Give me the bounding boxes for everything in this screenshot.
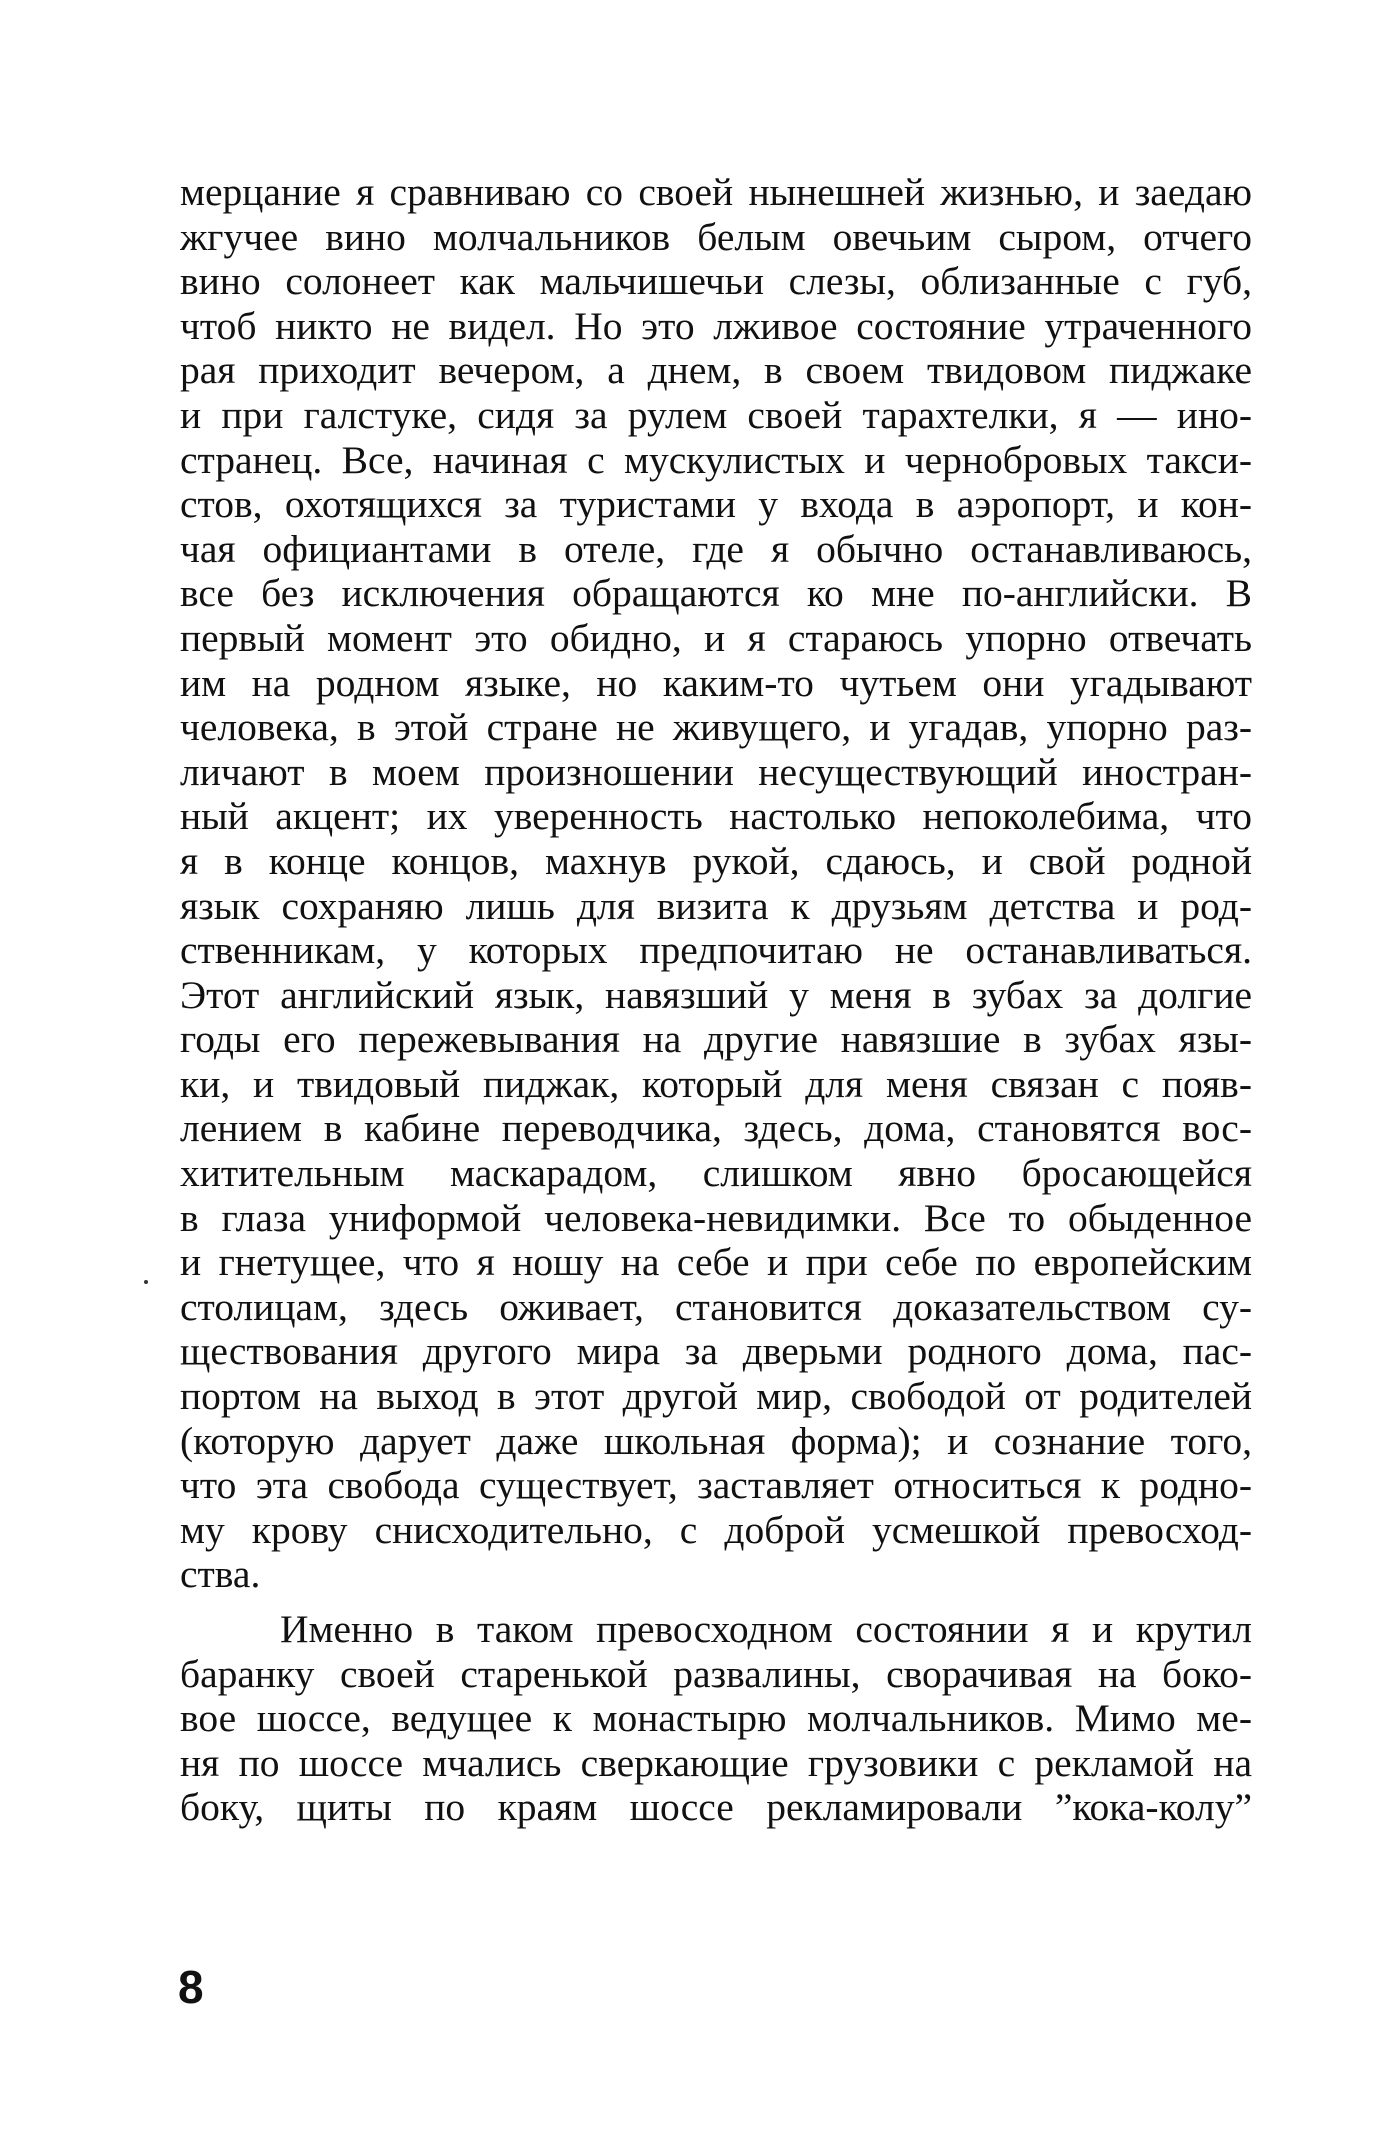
text-line: и при галстуке, сидя за рулем своей тарахтелки, я — ино-	[180, 392, 1252, 437]
text-line: вое шоссе, ведущее к монастырю молчальников. Мимо ме-	[180, 1696, 1252, 1741]
text-line: ный акцент; их уверенность настолько непоколебима, что	[180, 794, 1252, 839]
text-line: язык сохраняю лишь для визита к друзьям детства и род-	[180, 883, 1252, 928]
page-number: 8	[178, 1961, 204, 2013]
paragraph-gap	[180, 1597, 1252, 1607]
text-line: ственникам, у которых предпочитаю не останавливаться.	[180, 928, 1252, 973]
text-line: личают в моем произношении несуществующий иностран-	[180, 749, 1252, 794]
text-line: му крову снисходительно, с доброй усмешкой превосход-	[180, 1507, 1252, 1552]
text-line: человека, в этой стране не живущего, и угадав, упорно раз-	[180, 705, 1252, 750]
paragraph	[180, 170, 1252, 1597]
text-line: все без исключения обращаются ко мне по-английски. В	[180, 571, 1252, 616]
text-line: (которую дарует даже школьная форма); и сознание того,	[180, 1418, 1252, 1463]
paragraph	[180, 1607, 1252, 1830]
text-line: первый момент это обидно, и я стараюсь упорно отвечать	[180, 615, 1252, 660]
text-line: хитительным маскарадом, слишком явно бросающейся	[180, 1151, 1252, 1196]
text-line: портом на выход в этот другой мир, свободой от родителей	[180, 1374, 1252, 1419]
text-line: странец. Все, начиная с мускулистых и чернобровых такси-	[180, 437, 1252, 482]
scan-speck	[144, 1280, 148, 1284]
text-line: в глаза униформой человека-невидимки. Все то обыденное	[180, 1195, 1252, 1240]
text-line: рая приходит вечером, а днем, в своем твидовом пиджаке	[180, 348, 1252, 393]
text-line: чтоб никто не видел. Но это лживое состояние утраченного	[180, 303, 1252, 348]
text-line: столицам, здесь оживает, становится доказательством су-	[180, 1284, 1252, 1329]
text-line: ня по шоссе мчались сверкающие грузовики с рекламой на	[180, 1740, 1252, 1785]
text-line: и гнетущее, что я ношу на себе и при себе по европейским	[180, 1240, 1252, 1285]
text-line: годы его пережевывания на другие навязшие в зубах язы-	[180, 1017, 1252, 1062]
body-text	[180, 170, 1252, 1830]
text-line: лением в кабине переводчика, здесь, дома, становятся вос-	[180, 1106, 1252, 1151]
text-line: ства.	[180, 1552, 261, 1597]
text-line: им на родном языке, но каким-то чутьем они угадывают	[180, 660, 1252, 705]
text-line: ществования другого мира за дверьми родного дома, пас-	[180, 1329, 1252, 1374]
text-line: стов, охотящихся за туристами у входа в аэропорт, и кон-	[180, 482, 1252, 527]
text-line: ки, и твидовый пиджак, который для меня связан с появ-	[180, 1061, 1252, 1106]
text-line: Именно в таком превосходном состоянии я и крутил	[280, 1607, 1252, 1651]
text-line: баранку своей старенькой развалины, сворачивая на боко-	[180, 1651, 1252, 1696]
text-line: я в конце концов, махнув рукой, сдаюсь, и свой родной	[180, 838, 1252, 883]
text-line: чая официантами в отеле, где я обычно останавливаюсь,	[180, 526, 1252, 571]
text-line: мерцание я сравниваю со своей нынешней жизнью, и заедаю	[180, 170, 1252, 214]
text-line: вино солонеет как мальчишечьи слезы, облизанные с губ,	[180, 259, 1252, 304]
text-line: боку, щиты по краям шоссе рекламировали ”кока-колу”	[180, 1785, 1252, 1830]
text-line: что эта свобода существует, заставляет относиться к родно-	[180, 1463, 1252, 1508]
text-line: Этот английский язык, навязший у меня в зубах за долгие	[180, 972, 1252, 1017]
text-line: жгучее вино молчальников белым овечьим сыром, отчего	[180, 214, 1252, 259]
